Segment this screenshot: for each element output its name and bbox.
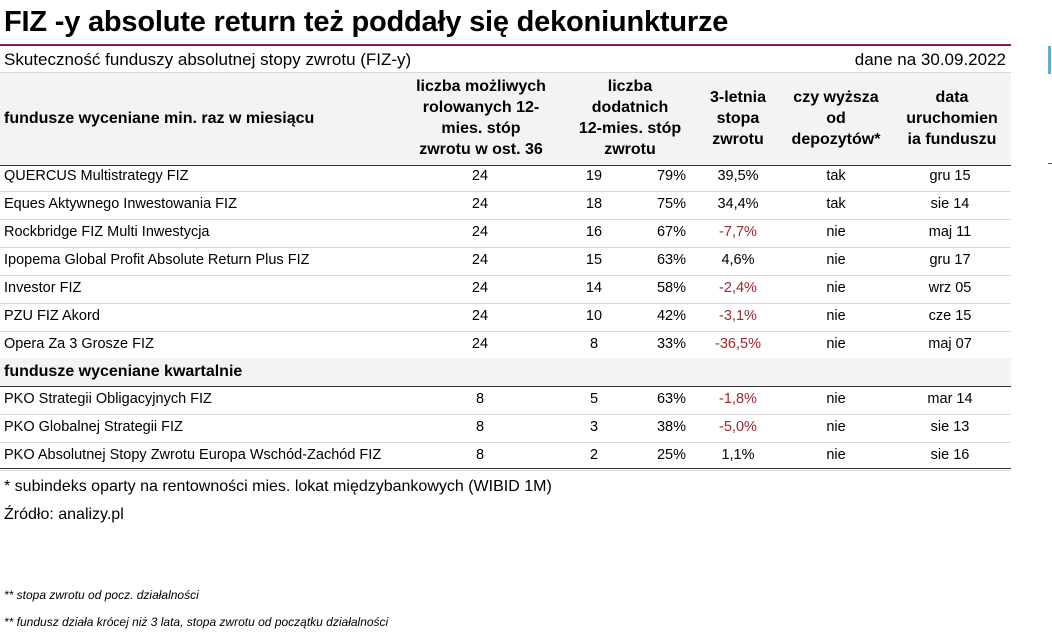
footnote: * subindeks oparty na rentowności mies. lokat międzybankowych (WIBID 1M) <box>4 478 552 495</box>
fund-name: Eques Aktywnego Inwestowania FIZ <box>4 196 237 212</box>
launch-date: maj 07 <box>928 336 972 352</box>
header-line: depozytów* <box>791 131 881 148</box>
positive-returns-share: 38% <box>656 419 686 435</box>
possible-returns-count: 24 <box>471 196 489 212</box>
header-line: 3-letnia <box>709 89 766 106</box>
positive-returns-count: 19 <box>585 168 603 184</box>
header-line: rolowanych 12- <box>422 99 540 116</box>
table-row <box>0 163 1011 192</box>
header-fund-group: fundusze wyceniane min. raz w miesiącu <box>4 110 315 127</box>
launch-date: mar 14 <box>927 391 973 407</box>
fund-name: Investor FIZ <box>4 280 82 296</box>
three-year-return: -5,0% <box>719 419 757 435</box>
possible-returns-count: 24 <box>471 336 489 352</box>
edge-tick <box>1048 163 1052 164</box>
three-year-return: 1,1% <box>721 447 755 463</box>
header-line: zwrotu <box>604 141 656 158</box>
source-note: Źródło: analizy.pl <box>4 506 124 523</box>
positive-returns-share: 25% <box>656 447 686 463</box>
launch-date: wrz 05 <box>928 280 972 296</box>
positive-returns-count: 8 <box>589 336 599 352</box>
fund-name: PKO Strategii Obligacyjnych FIZ <box>4 391 212 407</box>
title-divider <box>0 44 1011 46</box>
possible-returns-count: 24 <box>471 280 489 296</box>
positive-returns-share: 63% <box>656 252 686 268</box>
fund-name: PKO Globalnej Strategii FIZ <box>4 419 183 435</box>
header-launch-date <box>894 87 1010 150</box>
header-vs-deposits <box>780 87 892 150</box>
positive-returns-count: 16 <box>585 224 603 240</box>
beats-deposits: tak <box>826 168 846 184</box>
three-year-return: -3,1% <box>719 308 757 324</box>
section-label: fundusze wyceniane kwartalnie <box>4 363 243 380</box>
possible-returns-count: 24 <box>471 168 489 184</box>
table-row <box>0 386 1011 415</box>
possible-returns-count: 8 <box>475 391 485 407</box>
header-line: data <box>935 89 969 106</box>
header-line: liczba możliwych <box>416 78 546 95</box>
launch-date: gru 17 <box>929 252 971 268</box>
beats-deposits: nie <box>826 280 846 296</box>
header-line: czy wyższa <box>793 89 879 106</box>
edge-marker <box>1048 46 1051 74</box>
table-subtitle: Skuteczność funduszy absolutnej stopy zwrotu (FIZ-y) <box>4 50 412 69</box>
positive-returns-share: 42% <box>656 308 686 324</box>
positive-returns-count: 2 <box>589 447 599 463</box>
positive-returns-count: 5 <box>589 391 599 407</box>
beats-deposits: nie <box>826 252 846 268</box>
beats-deposits: nie <box>826 308 846 324</box>
beats-deposits: nie <box>826 447 846 463</box>
three-year-return: 39,5% <box>717 168 759 184</box>
header-line: 12-mies. stóp <box>578 120 682 137</box>
note-since-inception: ** stopa zwrotu od pocz. działalności <box>4 588 199 602</box>
header-possible-returns <box>400 76 562 160</box>
fund-name: Ipopema Global Profit Absolute Return Plus FIZ <box>4 252 310 268</box>
beats-deposits: nie <box>826 391 846 407</box>
table-row <box>0 191 1011 220</box>
table-row <box>0 275 1011 304</box>
three-year-return: 34,4% <box>717 196 759 212</box>
possible-returns-count: 8 <box>475 447 485 463</box>
three-year-return: -2,4% <box>719 280 757 296</box>
table-row <box>0 247 1011 276</box>
possible-returns-count: 8 <box>475 419 485 435</box>
three-year-return: -1,8% <box>719 391 757 407</box>
section-quarterly <box>0 358 1011 387</box>
header-3y-return <box>696 87 780 150</box>
three-year-return: 4,6% <box>721 252 755 268</box>
possible-returns-count: 24 <box>471 224 489 240</box>
fund-name: PZU FIZ Akord <box>4 308 100 324</box>
positive-returns-share: 67% <box>656 224 686 240</box>
data-date: dane na 30.09.2022 <box>854 50 1006 69</box>
table-row <box>0 442 1011 471</box>
possible-returns-count: 24 <box>471 252 489 268</box>
note-short-history: ** fundusz działa krócej niż 3 lata, stopa zwrotu od początku działalności <box>4 615 389 629</box>
header-positive-returns <box>566 76 694 160</box>
positive-returns-count: 10 <box>585 308 603 324</box>
launch-date: sie 13 <box>930 419 970 435</box>
positive-returns-share: 79% <box>656 168 686 184</box>
table-row <box>0 303 1011 332</box>
fund-name: QUERCUS Multistrategy FIZ <box>4 168 189 184</box>
beats-deposits: nie <box>826 224 846 240</box>
positive-returns-count: 3 <box>589 419 599 435</box>
fund-name: Rockbridge FIZ Multi Inwestycja <box>4 224 210 240</box>
three-year-return: -7,7% <box>719 224 757 240</box>
table-bottom-rule <box>0 468 1011 469</box>
positive-returns-count: 18 <box>585 196 603 212</box>
three-year-return: -36,5% <box>715 336 761 352</box>
header-line: dodatnich <box>591 99 669 116</box>
beats-deposits: nie <box>826 336 846 352</box>
launch-date: gru 15 <box>929 168 971 184</box>
header-line: liczba <box>607 78 653 95</box>
launch-date: maj 11 <box>928 224 972 240</box>
positive-returns-count: 15 <box>585 252 603 268</box>
launch-date: sie 14 <box>930 196 970 212</box>
launch-date: cze 15 <box>928 308 972 324</box>
header-line: ia funduszu <box>907 131 997 148</box>
beats-deposits: tak <box>826 196 846 212</box>
possible-returns-count: 24 <box>471 308 489 324</box>
header-line: zwrotu <box>712 131 764 148</box>
positive-returns-share: 63% <box>656 391 686 407</box>
table-row <box>0 414 1011 443</box>
header-line: od <box>826 110 846 127</box>
table-row <box>0 219 1011 248</box>
positive-returns-count: 14 <box>585 280 603 296</box>
positive-returns-share: 58% <box>656 280 686 296</box>
fund-name: Opera Za 3 Grosze FIZ <box>4 336 154 352</box>
header-line: zwrotu w ost. 36 <box>419 141 543 158</box>
page-title: FIZ -y absolute return też poddały się dekoniunkturze <box>4 6 729 38</box>
header-line: mies. stóp <box>441 120 521 137</box>
header-line: stopa <box>716 110 760 127</box>
beats-deposits: nie <box>826 419 846 435</box>
launch-date: sie 16 <box>930 447 970 463</box>
positive-returns-share: 33% <box>656 336 686 352</box>
fund-name: PKO Absolutnej Stopy Zwrotu Europa Wschód-Zachód FIZ <box>4 447 382 463</box>
positive-returns-share: 75% <box>656 196 686 212</box>
header-line: uruchomien <box>906 110 998 127</box>
table-row <box>0 331 1011 360</box>
